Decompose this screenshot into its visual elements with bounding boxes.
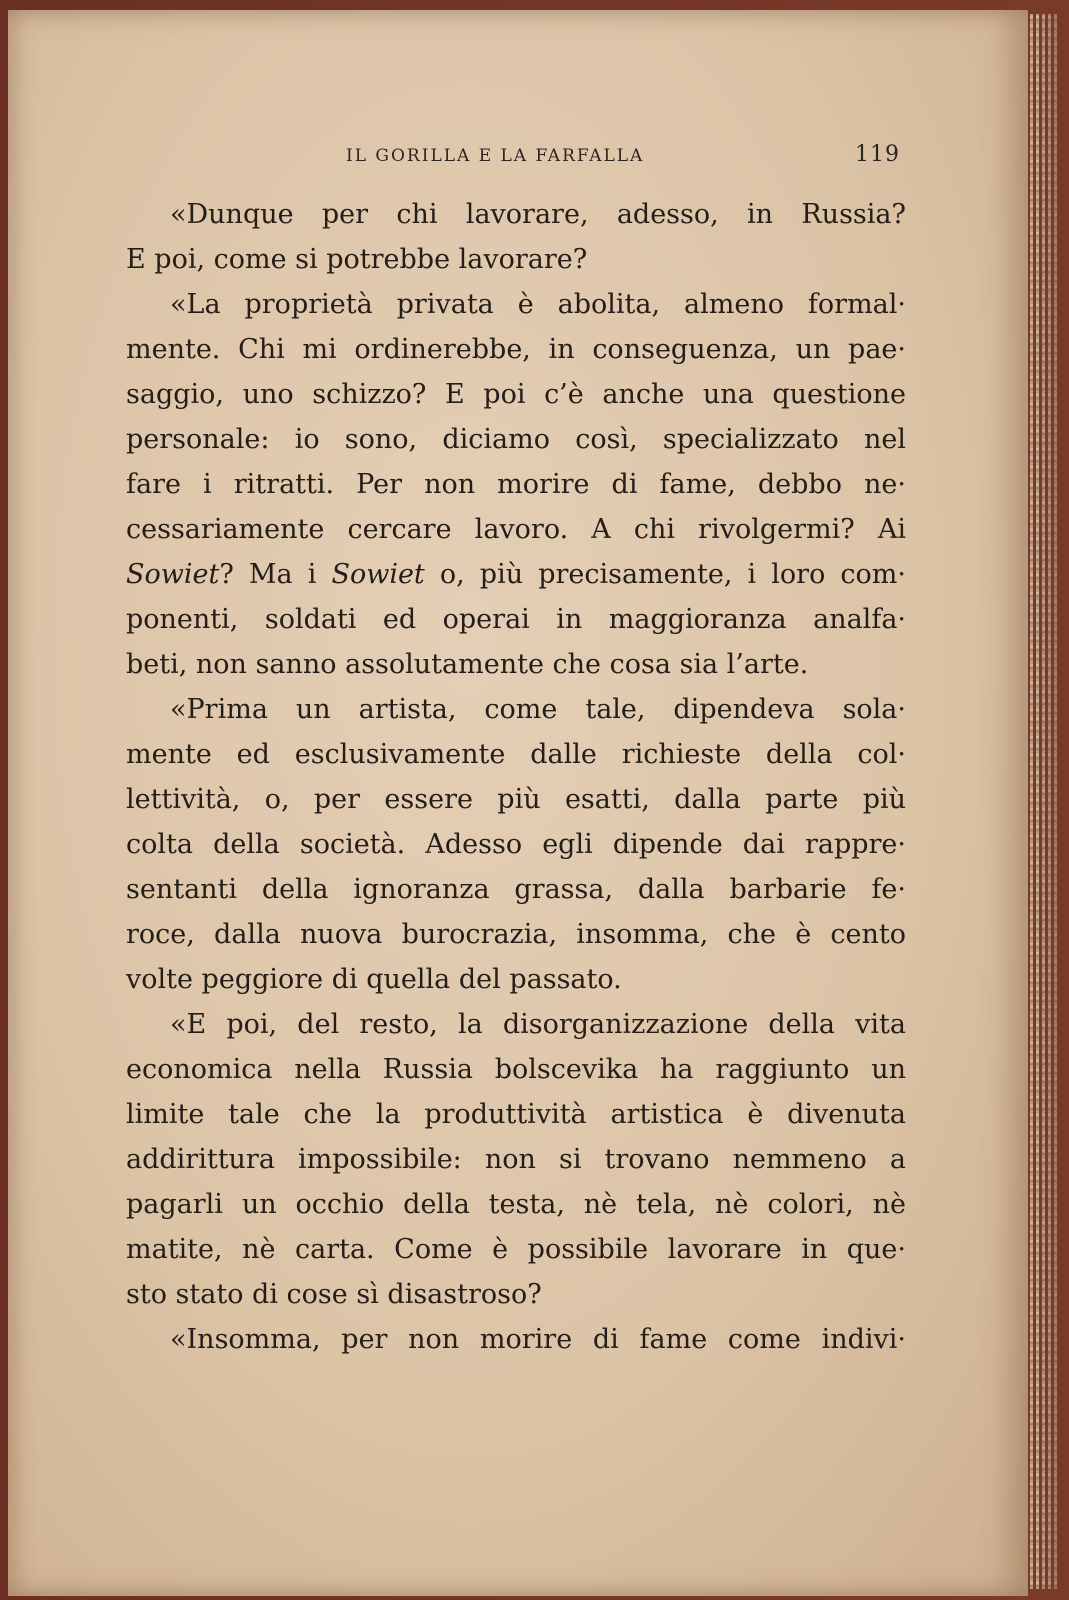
text-line: sentanti della ignoranza grassa, dalla barbarie fe· [126,874,906,905]
text-line: «Insomma, per non morire di fame come indivi· [170,1324,906,1355]
text-line: «E poi, del resto, la disorganizzazione della vita [170,1009,906,1040]
italic-term: Sowiet [331,559,425,590]
text-line: roce, dalla nuova burocrazia, insomma, che è cento [126,919,906,950]
running-title: IL GORILLA E LA FARFALLA [346,146,645,166]
page-edge [1036,14,1039,1589]
text-line: limite tale che la produttività artistica è divenuta [126,1099,906,1130]
page-edge [1030,14,1033,1589]
text-fragment: o, più precisamente, i loro com· [439,559,906,590]
text-line: colta della società. Adesso egli dipende dai rappre· [126,829,906,860]
text-line: beti, non sanno assolutamente che cosa sia l’arte. [126,649,809,680]
text-line: pagarli un occhio della testa, nè tela, nè colori, nè [126,1189,906,1220]
text-line: «La proprietà privata è abolita, almeno formal· [170,289,906,320]
book-page [8,10,1028,1596]
page-header [126,142,900,172]
text-line: lettività, o, per essere più esatti, dalla parte più [126,784,906,815]
text-line [126,552,906,597]
italic-term: Sowiet [126,559,220,590]
text-line: personale: io sono, diciamo così, specializzato nel [126,424,906,455]
text-line: fare i ritratti. Per non morire di fame, debbo ne· [126,469,906,500]
text-line: matite, nè carta. Come è possibile lavorare in que· [126,1234,906,1265]
page-edge [1048,14,1051,1589]
text-line: addirittura impossibile: non si trovano nemmeno a [126,1144,906,1175]
page-number: 119 [855,142,900,167]
text-fragment: ? Ma i [219,559,317,590]
text-line: ponenti, soldati ed operai in maggioranza analfa· [126,604,906,635]
text-line: volte peggiore di quella del passato. [126,964,622,995]
text-line: mente ed esclusivamente dalle richieste della col· [126,739,906,770]
page-edge [1054,14,1057,1589]
text-line: cessariamente cercare lavoro. A chi rivolgermi? Ai [126,514,906,545]
body-text [126,192,906,1362]
page-edge [1042,14,1045,1589]
text-line: mente. Chi mi ordinerebbe, in conseguenza, un pae· [126,334,906,365]
text-line: «Prima un artista, come tale, dipendeva sola· [170,694,906,725]
text-line: «Dunque per chi lavorare, adesso, in Russia? [170,199,906,230]
text-line: E poi, come si potrebbe lavorare? [126,244,588,275]
text-line: sto stato di cose sì disastroso? [126,1279,542,1310]
text-line: economica nella Russia bolscevika ha raggiunto un [126,1054,906,1085]
text-line: saggio, uno schizzo? E poi c’è anche una questione [126,379,906,410]
